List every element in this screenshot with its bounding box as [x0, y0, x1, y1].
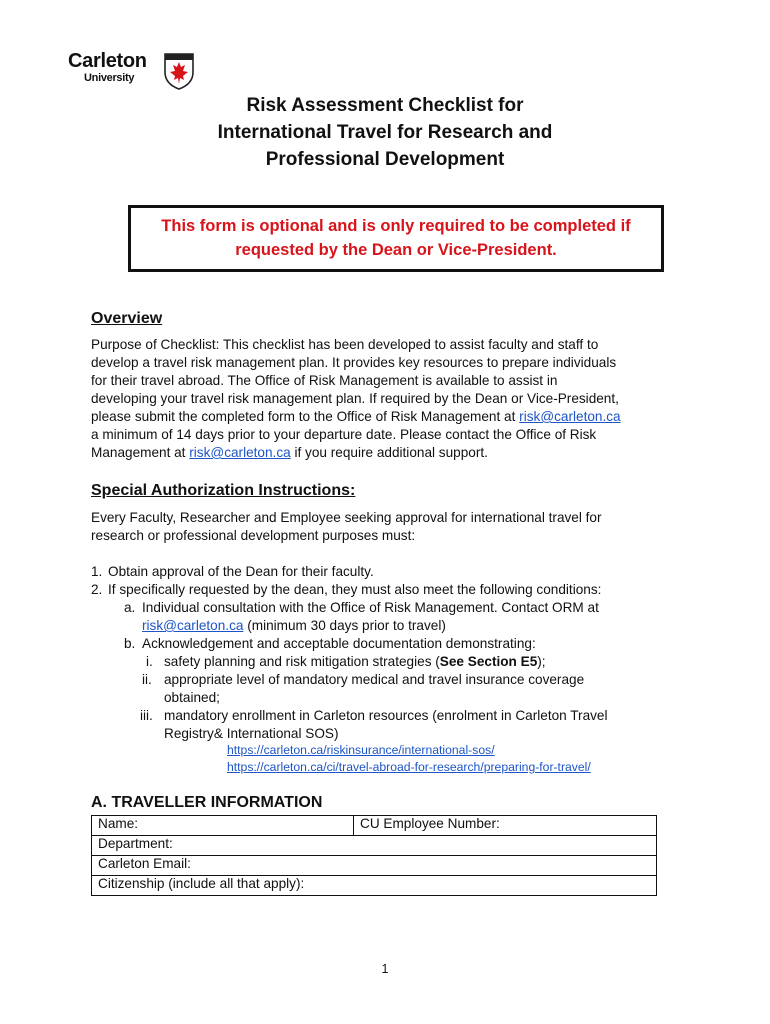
table-row	[92, 856, 657, 876]
sub-sub-item-ii-line-1: appropriate level of mandatory medical and travel insurance coverage	[164, 672, 585, 687]
sub-item-a-number: a.	[124, 600, 136, 615]
page-number: 1	[381, 962, 389, 976]
sub-sub-item-iii-line-1: mandatory enrollment in Carleton resources (enrolment in Carleton Travel	[164, 708, 608, 723]
page-title-line-2: International Travel for Research and	[217, 122, 553, 143]
table-row	[92, 836, 657, 856]
logo-wordmark-university: University	[84, 72, 135, 84]
sub-sub-item-i-text: safety planning and risk mitigation strategies (	[164, 654, 440, 669]
overview-line-5	[91, 409, 621, 424]
sub-item-b-number: b.	[124, 636, 136, 651]
sub-item-a-continued	[142, 618, 446, 633]
overview-line-3: for their travel abroad. The Office of Risk Management is available to assist in	[91, 373, 558, 388]
special-intro-line-2: research or professional development purposes must:	[91, 528, 416, 543]
notice-box	[128, 205, 664, 272]
traveller-information-table	[91, 815, 657, 896]
overview-heading: Overview	[91, 310, 163, 327]
page-title-line-3: Professional Development	[265, 149, 505, 170]
overview-line-5-text: please submit the completed form to the Office of Risk Management at	[91, 409, 520, 424]
sub-sub-item-iii-number: iii.	[140, 708, 153, 723]
sub-sub-item-i-text-end: );	[537, 654, 546, 669]
section-a-title: A. TRAVELLER INFORMATION	[91, 794, 323, 811]
risk-email-link[interactable]: risk@carleton.ca	[142, 618, 244, 633]
sub-sub-item-iii-line-2: Registry& International SOS)	[164, 726, 339, 741]
carleton-email-field[interactable]: Carleton Email:	[92, 856, 657, 876]
overview-line-7	[91, 445, 488, 460]
overview-line-7-text-end: if you require additional support.	[290, 445, 488, 460]
sub-sub-item-ii-line-2: obtained;	[164, 690, 220, 705]
overview-line-7-text: Management at	[91, 445, 190, 460]
overview-line-2: develop a travel risk management plan. It provides key resources to prepare individuals	[91, 355, 617, 370]
citizenship-field[interactable]: Citizenship (include all that apply):	[92, 876, 657, 896]
notice-line-1: This form is optional and is only required to be completed if	[161, 217, 631, 235]
notice-line-2: requested by the Dean or Vice-President.	[235, 241, 557, 259]
carleton-shield-icon	[163, 50, 195, 90]
logo-wordmark-carleton: Carleton	[68, 50, 147, 72]
risk-email-link[interactable]: risk@carleton.ca	[189, 445, 291, 460]
international-sos-link[interactable]: https://carleton.ca/riskinsurance/international-sos/	[227, 743, 495, 757]
sub-item-a-text-end: (minimum 30 days prior to travel)	[243, 618, 446, 633]
sub-item-a: Individual consultation with the Office of Risk Management. Contact ORM at	[142, 600, 599, 615]
sub-sub-item-i-number: i.	[146, 654, 153, 669]
list-item-2-number: 2.	[91, 582, 103, 597]
sub-sub-item-ii-number: ii.	[142, 672, 152, 687]
name-field[interactable]: Name:	[92, 816, 354, 836]
page-title-line-1: Risk Assessment Checklist for	[246, 95, 524, 116]
list-item-1: Obtain approval of the Dean for their faculty.	[108, 564, 374, 579]
overview-line-1: Purpose of Checklist: This checklist has been developed to assist faculty and staff to	[91, 337, 599, 352]
employee-number-field[interactable]: CU Employee Number:	[354, 816, 657, 836]
section-e5-reference: See Section E5	[439, 654, 538, 669]
table-row	[92, 816, 657, 836]
table-row	[92, 876, 657, 896]
overview-line-4: developing your travel risk management plan. If required by the Dean or Vice-President,	[91, 391, 619, 406]
department-field[interactable]: Department:	[92, 836, 657, 856]
special-authorization-heading: Special Authorization Instructions:	[91, 482, 356, 499]
preparing-for-travel-link[interactable]: https://carleton.ca/ci/travel-abroad-for-research/preparing-for-travel/	[227, 760, 591, 774]
sub-item-b: Acknowledgement and acceptable documentation demonstrating:	[142, 636, 536, 651]
overview-line-6: a minimum of 14 days prior to your departure date. Please contact the Office of Risk	[91, 427, 597, 442]
risk-email-link[interactable]: risk@carleton.ca	[519, 409, 621, 424]
special-intro-line-1: Every Faculty, Researcher and Employee seeking approval for international travel for	[91, 510, 602, 525]
list-item-2: If specifically requested by the dean, they must also meet the following conditions:	[108, 582, 602, 597]
sub-sub-item-i	[164, 654, 546, 669]
list-item-1-number: 1.	[91, 564, 103, 579]
